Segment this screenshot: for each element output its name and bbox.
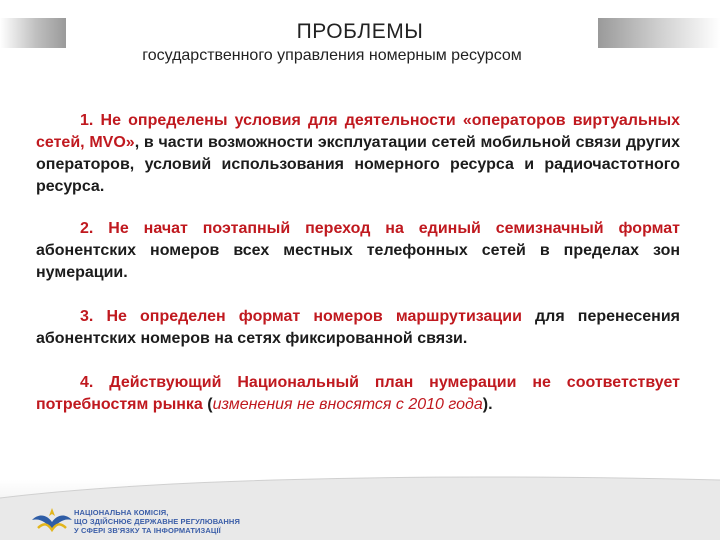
commission-logo-icon bbox=[30, 502, 74, 536]
slide-subtitle: государственного управления номерным ресурсом bbox=[142, 47, 522, 64]
problem-4-paren: ( bbox=[202, 396, 213, 413]
org-line-2: ЩО ЗДІЙСНЮЄ ДЕРЖАВНЕ РЕГУЛЮВАННЯ bbox=[74, 517, 240, 526]
problem-4-close: ). bbox=[482, 396, 493, 413]
org-line-3: У СФЕРІ ЗВ'ЯЗКУ ТА ІНФОРМАТИЗАЦІЇ bbox=[74, 526, 221, 535]
problem-item-1 bbox=[36, 110, 680, 198]
problem-1-highlight: 1. Не определены условия для деятельности «операторов виртуальных сетей, MVO» bbox=[36, 112, 680, 151]
problem-4-italic: изменения не вносятся с 2010 года bbox=[212, 396, 483, 413]
problem-item-2 bbox=[36, 218, 680, 284]
problem-1-text: , в части возможности эксплуатации сетей мобильной связи других операторов, условий использования номерного ресурса и радиочастотного ресурса. bbox=[36, 134, 681, 195]
problem-2-highlight: 2. Не начат поэтапный переход на единый семизначный формат bbox=[80, 220, 680, 237]
problem-item-3 bbox=[36, 306, 680, 350]
problem-2-text: абонентских номеров всех местных телефонных сетей в пределах зон нумерации. bbox=[36, 242, 680, 281]
problem-3-highlight: 3. Не определен формат номеров маршрутизации bbox=[80, 308, 522, 325]
organization-name bbox=[74, 508, 240, 535]
org-line-1: НАЦІОНАЛЬНА КОМІСІЯ, bbox=[74, 508, 169, 517]
problem-4-highlight: 4. Действующий Национальный план нумерации не соответствует потребностям рынка bbox=[36, 374, 680, 413]
slide-title: ПРОБЛЕМЫ bbox=[296, 20, 424, 43]
problem-3-text: для перенесения абонентских номеров на сетях фиксированной связи. bbox=[36, 308, 680, 347]
problem-item-4 bbox=[36, 372, 680, 416]
